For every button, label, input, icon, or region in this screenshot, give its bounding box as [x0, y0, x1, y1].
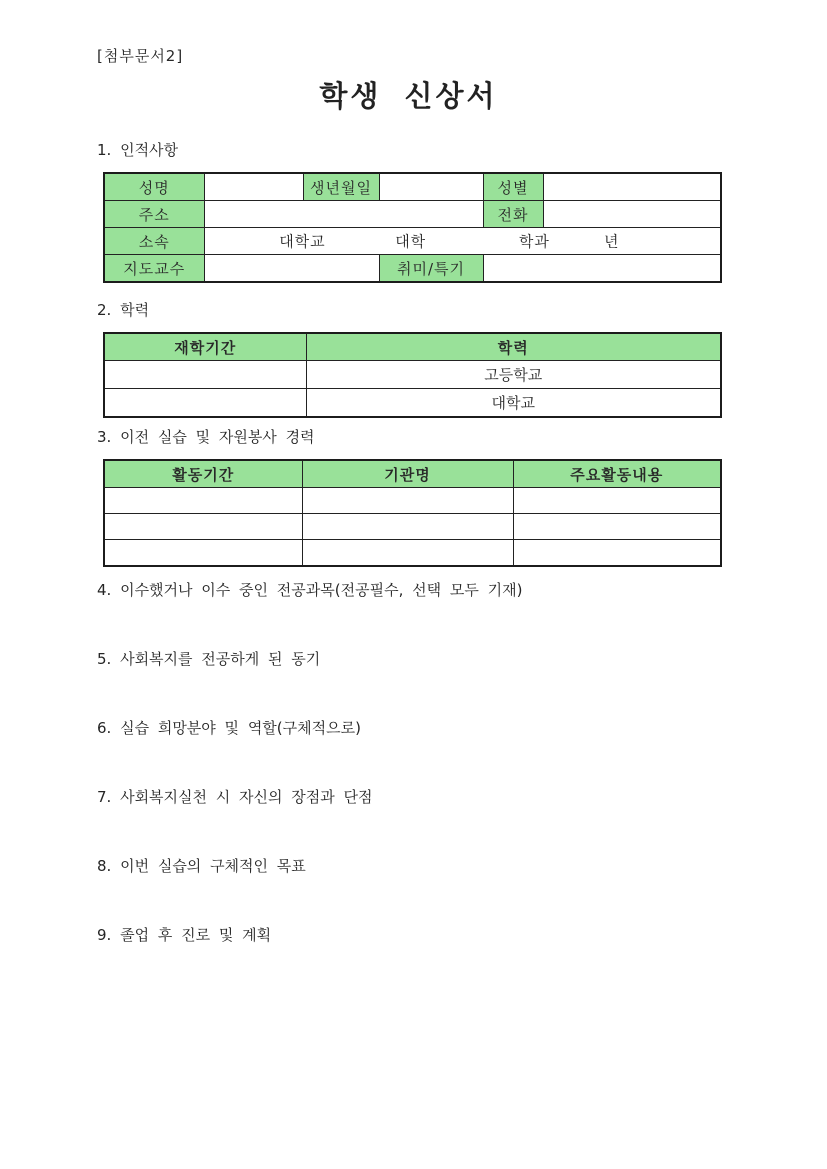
- experience-activity-cell: [513, 540, 721, 567]
- experience-org-cell: [302, 514, 513, 540]
- gender-value-cell: [543, 173, 721, 201]
- education-highschool-cell: 고등학교: [306, 361, 721, 389]
- advisor-label: 지도교수: [104, 255, 204, 283]
- table-row: [104, 173, 721, 201]
- section-heading-personal: 1. 인적사항: [97, 141, 179, 159]
- section-heading-education: 2. 학력: [97, 301, 150, 319]
- question-4: 4. 이수했거나 이수 중인 전공과목(전공필수, 선택 모두 기재): [97, 581, 523, 599]
- education-col-level: 학력: [306, 333, 721, 361]
- experience-activity-cell: [513, 514, 721, 540]
- experience-col-org: 기관명: [302, 460, 513, 488]
- gender-label: 성별: [483, 173, 543, 201]
- personal-info-table: [103, 172, 722, 283]
- affiliation-college-label: 대학: [395, 232, 427, 251]
- experience-period-cell: [104, 514, 302, 540]
- birthdate-value-cell: [379, 173, 483, 201]
- education-period-cell: [104, 389, 306, 418]
- table-header-row: [104, 460, 721, 488]
- experience-col-activity: 주요활동내용: [513, 460, 721, 488]
- affiliation-university-label: 대학교: [279, 232, 326, 251]
- advisor-value-cell: [204, 255, 379, 283]
- hobby-value-cell: [483, 255, 721, 283]
- table-row: [104, 201, 721, 228]
- table-row: [104, 514, 721, 540]
- question-list: [97, 581, 720, 944]
- section-heading-experience: 3. 이전 실습 및 자원봉사 경력: [97, 428, 315, 446]
- question-5: 5. 사회복지를 전공하게 된 동기: [97, 650, 321, 668]
- question-7: 7. 사회복지실천 시 자신의 장점과 단점: [97, 788, 373, 806]
- address-value-cell: [204, 201, 483, 228]
- page-title: 학생 신상서: [319, 79, 498, 113]
- affiliation-label: 소속: [104, 228, 204, 255]
- phone-value-cell: [543, 201, 721, 228]
- affiliation-value-cell: [204, 228, 721, 255]
- question-6: 6. 실습 희망분야 및 역할(구체적으로): [97, 719, 361, 737]
- table-row: [104, 488, 721, 514]
- birthdate-label: 생년월일: [303, 173, 379, 201]
- experience-period-cell: [104, 488, 302, 514]
- question-9: 9. 졸업 후 진로 및 계획: [97, 926, 272, 944]
- name-value-cell: [204, 173, 303, 201]
- table-row: [104, 389, 721, 418]
- table-row: [104, 361, 721, 389]
- phone-label: 전화: [483, 201, 543, 228]
- table-row: [104, 540, 721, 567]
- experience-period-cell: [104, 540, 302, 567]
- table-row: [104, 255, 721, 283]
- education-table: [103, 332, 722, 418]
- experience-activity-cell: [513, 488, 721, 514]
- education-period-cell: [104, 361, 306, 389]
- address-label: 주소: [104, 201, 204, 228]
- name-label: 성명: [104, 173, 204, 201]
- experience-table: [103, 459, 722, 567]
- education-university-cell: 대학교: [306, 389, 721, 418]
- hobby-label: 취미/특기: [379, 255, 483, 283]
- experience-org-cell: [302, 488, 513, 514]
- question-8: 8. 이번 실습의 구체적인 목표: [97, 857, 306, 875]
- affiliation-year-label: 년: [603, 232, 620, 251]
- attachment-label: [첨부문서2]: [97, 47, 184, 65]
- education-col-period: 재학기간: [104, 333, 306, 361]
- experience-org-cell: [302, 540, 513, 567]
- table-row: [104, 228, 721, 255]
- affiliation-department-label: 학과: [518, 232, 550, 251]
- experience-col-period: 활동기간: [104, 460, 302, 488]
- table-header-row: [104, 333, 721, 361]
